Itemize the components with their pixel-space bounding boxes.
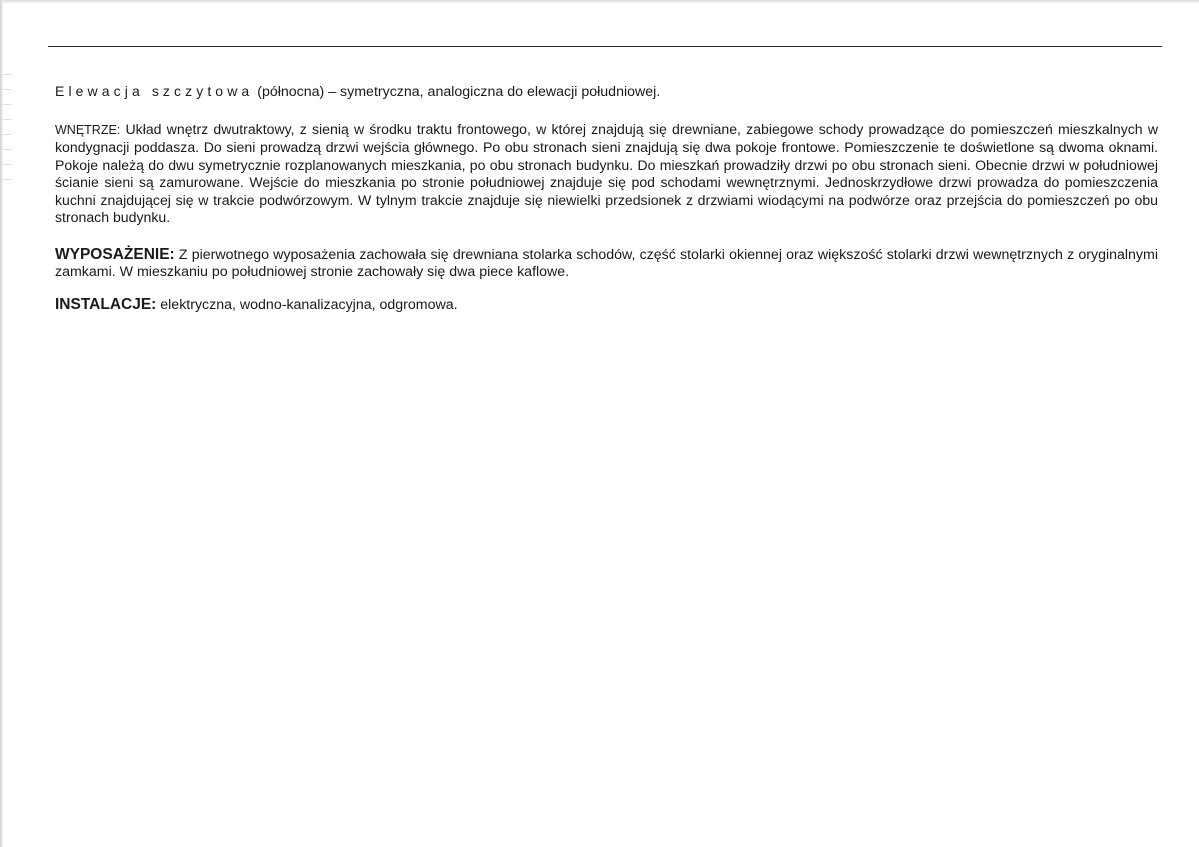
wyposazenie-text: Z pierwotnego wyposażenia zachowała się drewniana stolarka schodów, część stolarki okiennej oraz większość stolarki drzwi wewnętrznych z oryginalnymi zamkami. W mieszkaniu po południowej stronie zachowały się dwa piece kaflowe.	[55, 246, 1158, 280]
wnetrze-label: WNĘTRZE:	[55, 122, 121, 137]
paragraph-elewacja	[55, 83, 1158, 102]
instalacje-text: elektryczna, wodno-kanalizacyjna, odgromowa.	[156, 296, 458, 313]
wyposazenie-label: WYPOSAŻENIE:	[55, 245, 175, 263]
document-body	[55, 80, 1158, 314]
wnetrze-text: Układ wnętrz dwutraktowy, z sienią w środku traktu frontowego, w której znajdują się drewniane, zabiegowe schody prowadzące do pomieszczeń mieszkalnych w kondygnacji poddasza. Do sieni prowadzą drzwi wejścia głównego. Po obu stronach sieni znajdują się dwa pokoje frontowe. Pomieszczenie te doświetlone są dwoma oknami. Pokoje należą do dwu symetrycznie rozplanowanych mieszkania, po obu stronach budynku. Do mieszkań prowadziły drzwi po obu stronach sieni. Obecnie drzwi w południowej ścianie sieni są zamurowane. Wejście do mieszkania po stronie południowej znajduje się pod schodami wewnętrznymi. Jednoskrzydłowe drzwi prowadza do pomieszczenia kuchni znajdującej się w trakcie podwórzowym. W tylnym trakcie znajduje się niewielki przedsionek z drzwiami wiodącymi na podwórze oraz przejścia do pomieszczeń po obu stronach budynku.	[55, 120, 1158, 225]
paragraph-instalacje	[55, 296, 1158, 315]
header-rule	[48, 46, 1162, 47]
instalacje-label: INSTALACJE:	[55, 295, 157, 313]
elewacja-heading: Elewacja szczytowa	[55, 83, 254, 99]
scan-top-shade	[0, 0, 1199, 4]
scan-bleed-marks	[0, 60, 18, 320]
paragraph-wnetrze	[55, 121, 1158, 227]
elewacja-text: (północna) – symetryczna, analogiczna do elewacji południowej.	[253, 84, 661, 100]
paragraph-wyposazenie	[55, 246, 1158, 282]
